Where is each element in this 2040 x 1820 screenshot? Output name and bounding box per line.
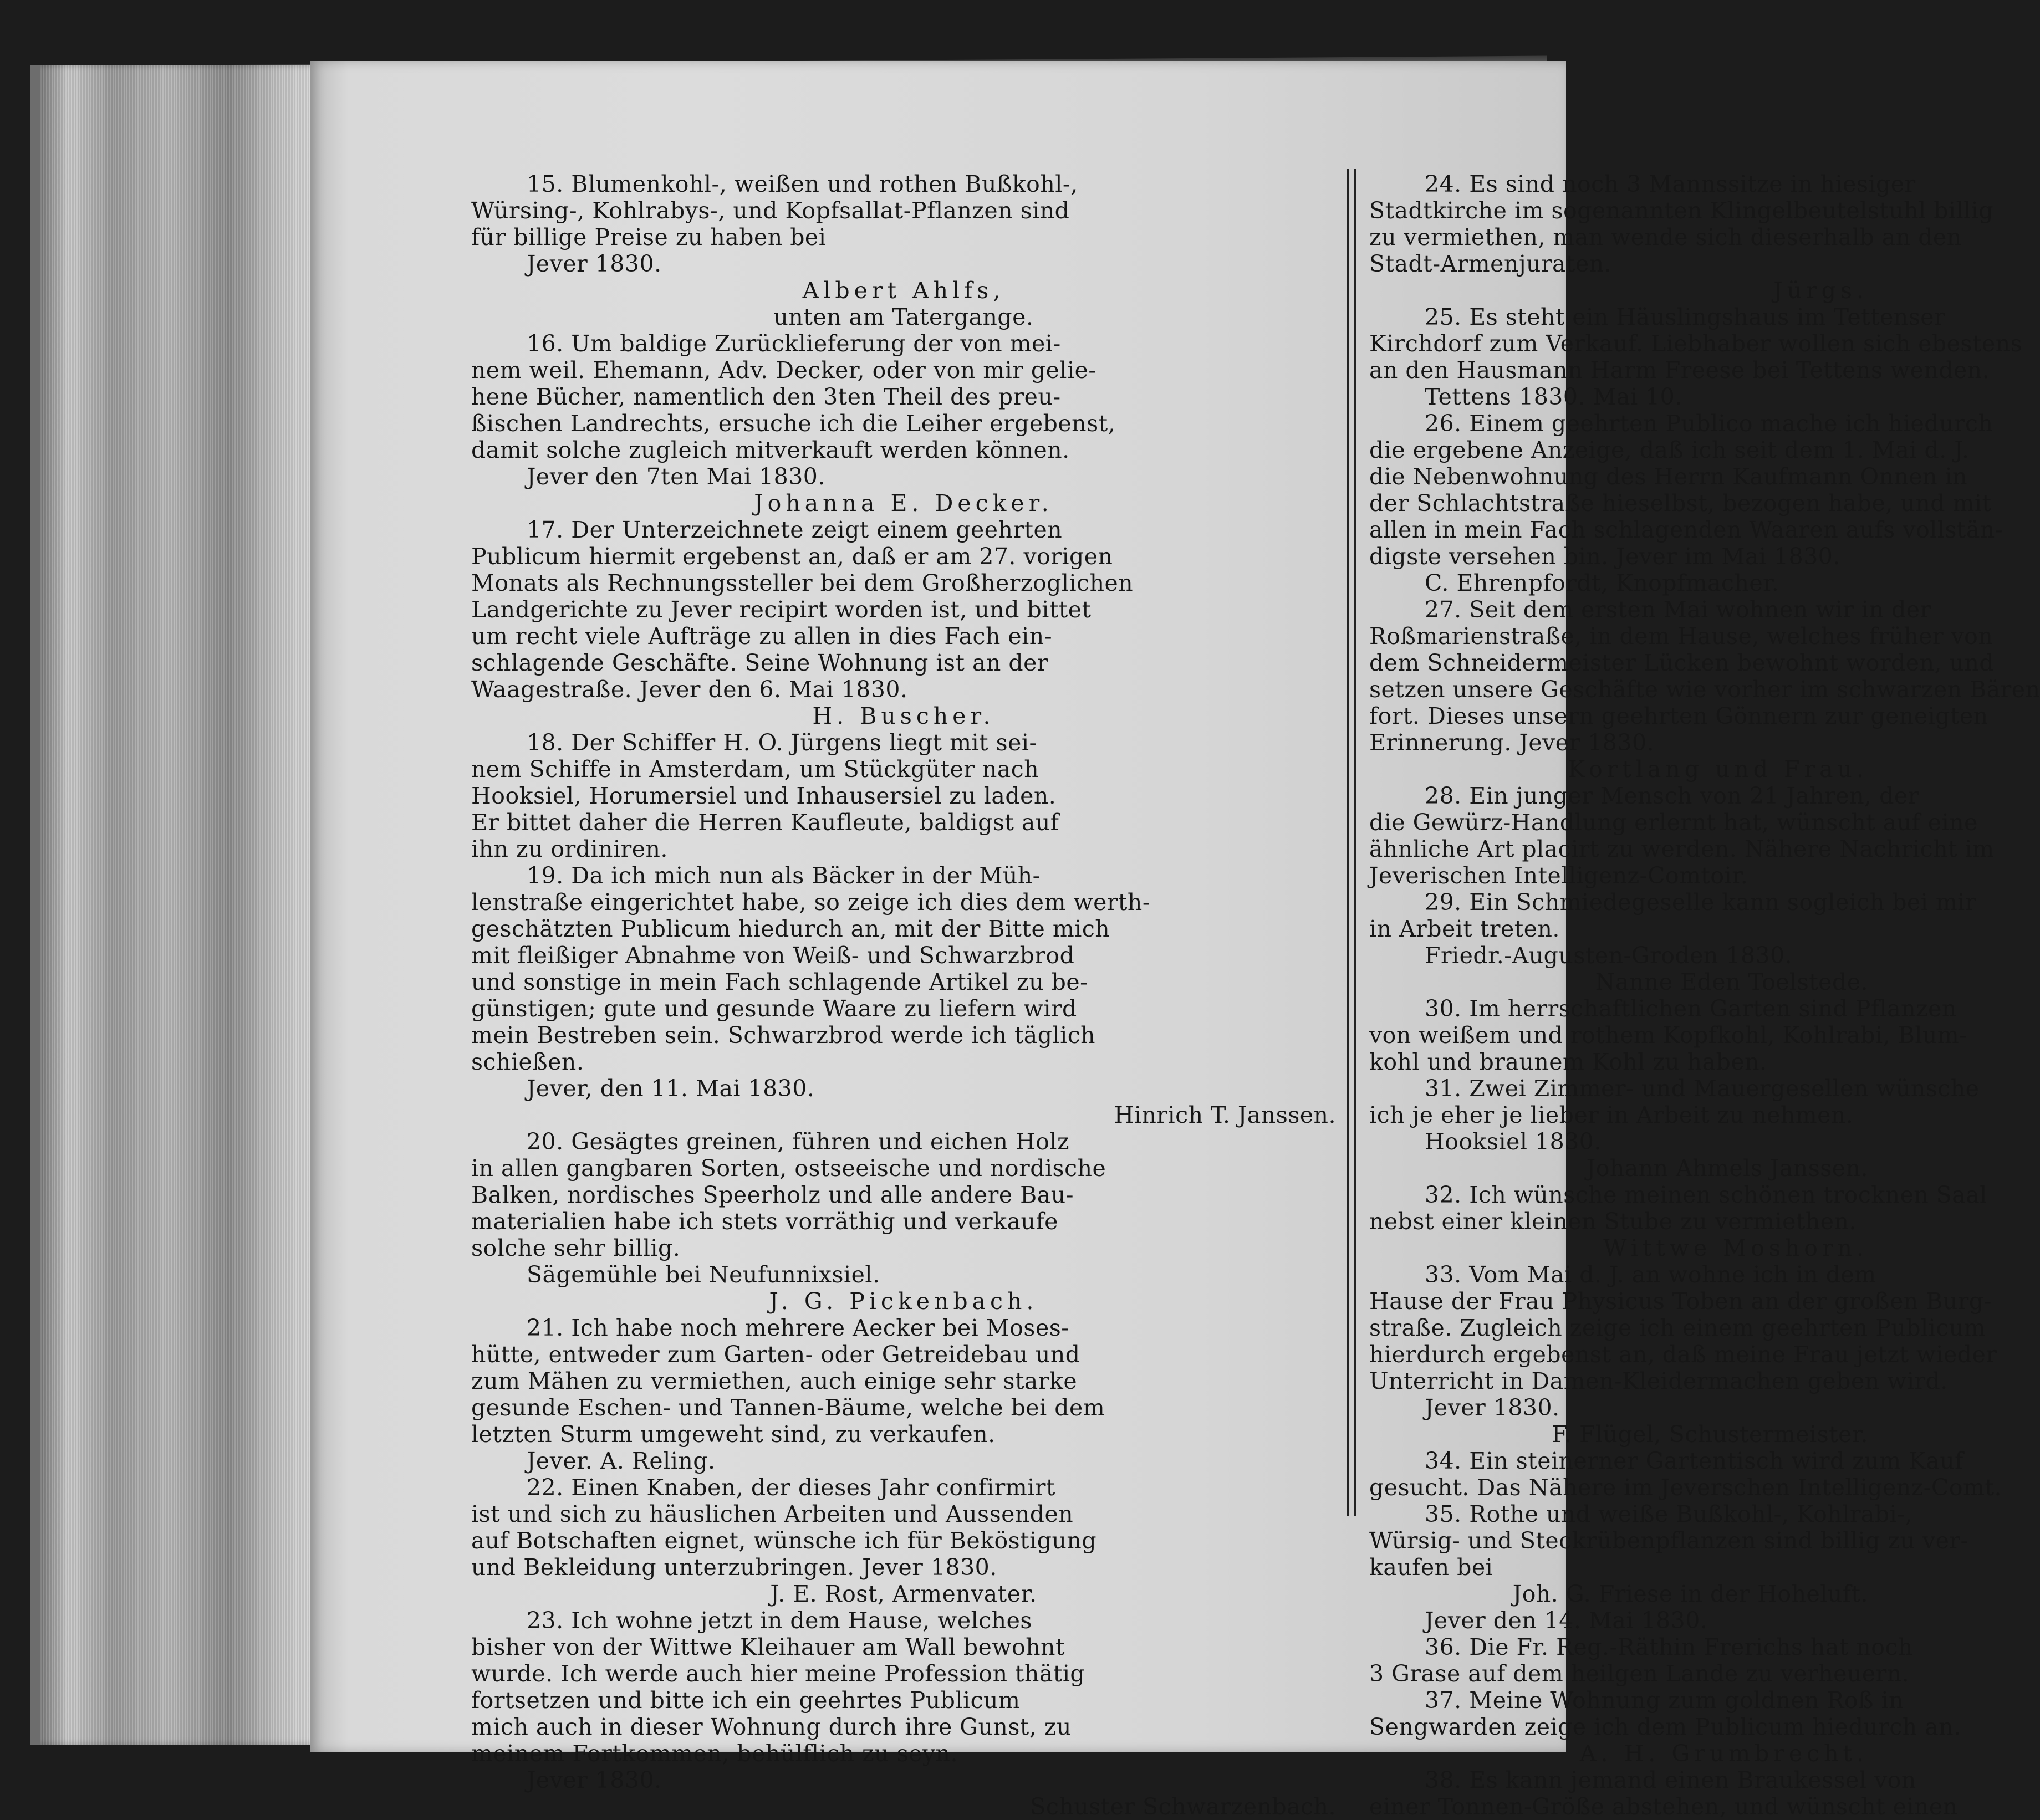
- text-line: und Bekleidung unterzubringen. Jever 1830.: [471, 1554, 997, 1581]
- text-line: die Gewürz-Handlung erlernt hat, wünscht auf eine: [1369, 809, 1978, 836]
- text-line: an den Hausmann Harm Freese bei Tettens wenden.: [1369, 357, 1990, 384]
- text-line: bisher von der Wittwe Kleihauer am Wall bewohnt: [471, 1634, 1065, 1660]
- text-line: Jever den 14. Mai 1830.: [1425, 1607, 1708, 1634]
- text-line: kaufen bei: [1369, 1554, 1493, 1581]
- text-line: A. H. Grumbrecht.: [1579, 1740, 1868, 1767]
- text-line: kohl und braunem Kohl zu haben.: [1369, 1049, 1767, 1075]
- text-line: straße. Zugleich zeige ich einem geehrten Publicum: [1369, 1315, 1986, 1341]
- text-line: 34. Ein steinerner Gartentisch wird zum Kauf: [1425, 1448, 1964, 1474]
- text-line: hene Bücher, namentlich den 3ten Theil des preu-: [471, 384, 1061, 410]
- text-line: Albert Ahlfs,: [802, 277, 1005, 304]
- text-line: Unterricht in Damen-Kleidermachen geben wird.: [1369, 1368, 1948, 1394]
- text-line: Tettens 1830. Mai 10.: [1425, 384, 1682, 410]
- text-line: 31. Zwei Zimmer- und Mauergesellen wünsche: [1425, 1075, 1980, 1102]
- text-line: Hooksiel, Horumersiel und Inhausersiel zu laden.: [471, 783, 1057, 809]
- text-line: 22. Einen Knaben, der dieses Jahr confirmirt: [527, 1474, 1055, 1501]
- text-line: fortsetzen und bitte ich ein geehrtes Publicum: [471, 1687, 1021, 1714]
- text-line: von weißem und rothem Kopfkohl, Kohlrabi, Blum-: [1369, 1022, 1967, 1049]
- text-line: nem weil. Ehemann, Adv. Decker, oder von mir gelie-: [471, 357, 1096, 384]
- text-line: 21. Ich habe noch mehrere Aecker bei Moses-: [527, 1315, 1069, 1341]
- text-line: zum Mähen zu vermiethen, auch einige sehr starke: [471, 1368, 1078, 1394]
- text-line: 35. Rothe und weiße Bußkohl-, Kohlrabi-,: [1425, 1501, 1913, 1527]
- text-line: Schuster Schwarzenbach.: [1030, 1793, 1336, 1820]
- text-line: ihn zu ordiniren.: [471, 836, 668, 862]
- text-line: ich je eher je lieber in Arbeit zu nehmen.: [1369, 1102, 1854, 1128]
- text-line: Würsing-, Kohlrabys-, und Kopfsallat-Pflanzen sind: [471, 197, 1070, 224]
- text-line: 36. Die Fr. Reg.-Räthin Frerichs hat noch: [1425, 1634, 1913, 1660]
- text-line: Balken, nordisches Speerholz und alle andere Bau-: [471, 1182, 1074, 1208]
- text-line: 20. Gesägtes greinen, führen und eichen Holz: [527, 1128, 1070, 1155]
- text-line: Jever 1830.: [527, 250, 662, 277]
- text-line: Landgerichte zu Jever recipirt worden ist, und bittet: [471, 596, 1092, 623]
- text-line: 27. Seit dem ersten Mai wohnen wir in der: [1425, 596, 1931, 623]
- text-line: C. Ehrenpfordt, Knopfmacher.: [1425, 570, 1779, 596]
- text-line: einer Tonnen-Größe abstehen, und wünscht einen: [1369, 1793, 1958, 1820]
- text-line: geschätzten Publicum hiedurch an, mit der Bitte mich: [471, 916, 1110, 942]
- text-line: damit solche zugleich mitverkauft werden können.: [471, 437, 1070, 463]
- text-line: 32. Ich wünsche meinen schönen trocknen Saal: [1425, 1182, 1987, 1208]
- text-line: 28. Ein junger Mensch von 21 Jahren, der: [1425, 783, 1919, 809]
- text-line: 25. Es steht ein Häuslingshaus im Tettenser: [1425, 304, 1946, 330]
- text-line: mit fleißiger Abnahme von Weiß- und Schwarzbrod: [471, 942, 1075, 969]
- text-line: und sonstige in mein Fach schlagende Artikel zu be-: [471, 969, 1088, 995]
- text-line: Jever, den 11. Mai 1830.: [527, 1075, 815, 1102]
- text-line: 30. Im herrschaftlichen Garten sind Pflanzen: [1425, 995, 1957, 1022]
- text-line: zu vermiethen, man wende sich dieserhalb an den: [1369, 224, 1962, 250]
- text-line: Johann Ahmels Janssen.: [1586, 1155, 1868, 1182]
- text-line: Waagestraße. Jever den 6. Mai 1830.: [471, 676, 908, 703]
- text-line: digste versehen bin. Jever im Mai 1830.: [1369, 543, 1840, 570]
- text-line: schlagende Geschäfte. Seine Wohnung ist an der: [471, 650, 1049, 676]
- text-line: gesunde Eschen- und Tannen-Bäume, welche bei dem: [471, 1394, 1105, 1421]
- text-line: letzten Sturm umgeweht sind, zu verkaufen.: [471, 1421, 996, 1448]
- text-line: hierdurch ergebenst an, daß meine Frau jetzt wieder: [1369, 1341, 1997, 1368]
- text-line: solche sehr billig.: [471, 1235, 681, 1261]
- text-line: Sägemühle bei Neufunnixsiel.: [527, 1261, 880, 1288]
- text-line: meinem Fortkommen, behülflich zu seyn.: [471, 1740, 958, 1767]
- text-line: um recht viele Aufträge zu allen in dies Fach ein-: [471, 623, 1053, 650]
- text-line: allen in mein Fach schlagenden Waaren aufs vollstän-: [1369, 517, 2003, 543]
- text-line: ßischen Landrechts, ersuche ich die Leiher ergebenst,: [471, 410, 1116, 437]
- text-line: Jever 1830.: [527, 1767, 662, 1793]
- newspaper-page: [310, 61, 2040, 1820]
- text-line: ist und sich zu häuslichen Arbeiten und Aussenden: [471, 1501, 1074, 1527]
- text-line: setzen unsere Geschäfte wie vorher im schwarzen Bären: [1369, 676, 2040, 703]
- text-line: Hooksiel 1830.: [1425, 1128, 1602, 1155]
- left-column: [471, 171, 1336, 1820]
- text-line: auf Botschaften eignet, wünsche ich für Beköstigung: [471, 1527, 1097, 1554]
- text-line: materialien habe ich stets vorräthig und verkaufe: [471, 1208, 1058, 1235]
- text-line: Jürgs.: [1773, 277, 1868, 304]
- text-line: Kortlang und Frau.: [1568, 756, 1868, 783]
- text-line: wurde. Ich werde auch hier meine Profession thätig: [471, 1660, 1085, 1687]
- text-line: Erinnerung. Jever 1830.: [1369, 729, 1655, 756]
- text-line: ähnliche Art placirt zu werden. Nähere Nachricht im: [1369, 836, 1995, 862]
- text-line: lenstraße eingerichtet habe, so zeige ich dies dem werth-: [471, 889, 1151, 916]
- text-line: fort. Dieses unsern geehrten Gönnern zur geneigten: [1369, 703, 1988, 729]
- text-line: Nanne Eden Toelstede.: [1595, 969, 1868, 995]
- text-line: hütte, entweder zum Garten- oder Getreidebau und: [471, 1341, 1080, 1368]
- text-line: nebst einer kleinen Stube zu vermiethen.: [1369, 1208, 1857, 1235]
- text-line: 17. Der Unterzeichnete zeigt einem geehrten: [527, 517, 1063, 543]
- text-line: gesucht. Das Nähere im Jeverschen Intelligenz-Comt.: [1369, 1474, 2002, 1501]
- text-line: in allen gangbaren Sorten, ostseeische und nordische: [471, 1155, 1106, 1182]
- text-line: Stadt-Armenjuraten.: [1369, 250, 1612, 277]
- text-line: Monats als Rechnungssteller bei dem Großherzoglichen: [471, 570, 1134, 596]
- text-line: Hause der Frau Physicus Toben an der großen Burg-: [1369, 1288, 1992, 1315]
- text-line: 23. Ich wohne jetzt in dem Hause, welches: [527, 1607, 1032, 1634]
- text-line: schießen.: [471, 1049, 584, 1075]
- text-line: die Nebenwohnung des Herrn Kaufmann Onnen in: [1369, 463, 1968, 490]
- text-line: 16. Um baldige Zurücklieferung der von mei-: [527, 330, 1061, 357]
- text-line: Jever den 7ten Mai 1830.: [527, 463, 825, 490]
- right-column: [1369, 171, 2040, 1820]
- text-line: für billige Preise zu haben bei: [471, 224, 827, 250]
- column-rule: [1347, 169, 1356, 1516]
- text-line: 24. Es sind noch 3 Mannssitze in hiesiger: [1425, 171, 1916, 197]
- text-line: Jeverischen Intelligenz-Comtoir.: [1369, 862, 1748, 889]
- text-line: Publicum hiermit ergebenst an, daß er am 27. vorigen: [471, 543, 1113, 570]
- text-line: Jever. A. Reling.: [527, 1448, 716, 1474]
- book-fore-edge: [30, 65, 329, 1745]
- text-line: mein Bestreben sein. Schwarzbrod werde ich täglich: [471, 1022, 1096, 1049]
- text-line: Friedr.-Augusten-Groden 1830.: [1425, 942, 1793, 969]
- text-line: mich auch in dieser Wohnung durch ihre Gunst, zu: [471, 1714, 1072, 1740]
- text-line: F. Flügel, Schustermeister.: [1552, 1421, 1868, 1448]
- text-line: Stadtkirche im sogenannten Klingelbeutelstuhl billig: [1369, 197, 1994, 224]
- text-line: H. Buscher.: [812, 703, 995, 729]
- text-line: der Schlachtstraße hieselbst, bezogen habe, und mit: [1369, 490, 1992, 517]
- text-line: 33. Vom Mai d. J. an wohne ich in dem: [1425, 1261, 1876, 1288]
- text-line: Johanna E. Decker.: [754, 490, 1053, 517]
- text-line: Kirchdorf zum Verkauf. Liebhaber wollen sich ebestens: [1369, 330, 2023, 357]
- text-line: 15. Blumenkohl-, weißen und rothen Bußkohl-,: [527, 171, 1078, 197]
- text-line: Sengwarden zeige ich dem Publicum hiedurch an.: [1369, 1714, 1961, 1740]
- text-line: unten am Tatergange.: [773, 304, 1034, 330]
- text-line: Hinrich T. Janssen.: [1114, 1102, 1336, 1128]
- text-line: 38. Es kann jemand einen Braukessel von: [1425, 1767, 1916, 1793]
- text-line: 26. Einem geehrten Publico mache ich hiedurch: [1425, 410, 1993, 437]
- text-line: 19. Da ich mich nun als Bäcker in der Müh-: [527, 862, 1041, 889]
- text-line: Würsig- und Steckrübenpflanzen sind billig zu ver-: [1369, 1527, 1968, 1554]
- text-line: Roßmarienstraße, in dem Hause, welches früher von: [1369, 623, 1993, 650]
- text-line: Joh. G. Friese in der Hoheluft.: [1512, 1581, 1868, 1607]
- text-line: Er bittet daher die Herren Kaufleute, baldigst auf: [471, 809, 1059, 836]
- text-line: 3 Grase auf dem heilgen Lande zu verheuern.: [1369, 1660, 1910, 1687]
- text-line: 37. Meine Wohnung zum goldnen Roß in: [1425, 1687, 1904, 1714]
- text-line: 29. Ein Schmiedegeselle kann sogleich bei mir: [1425, 889, 1977, 916]
- text-line: günstigen; gute und gesunde Waare zu liefern wird: [471, 995, 1077, 1022]
- text-line: 18. Der Schiffer H. O. Jürgens liegt mit sei-: [527, 729, 1037, 756]
- text-line: dem Schneidermeister Lücken bewohnt worden, und: [1369, 650, 1995, 676]
- text-line: Wittwe Moshorn.: [1603, 1235, 1868, 1261]
- text-line: die ergebene Anzeige, daß ich seit dem 1. Mai d. J.: [1369, 437, 1970, 463]
- text-line: Jever 1830.: [1425, 1394, 1560, 1421]
- text-line: nem Schiffe in Amsterdam, um Stückgüter nach: [471, 756, 1039, 783]
- text-line: J. G. Pickenbach.: [769, 1288, 1038, 1315]
- text-line: in Arbeit treten.: [1369, 916, 1560, 942]
- text-line: J. E. Rost, Armenvater.: [770, 1581, 1037, 1607]
